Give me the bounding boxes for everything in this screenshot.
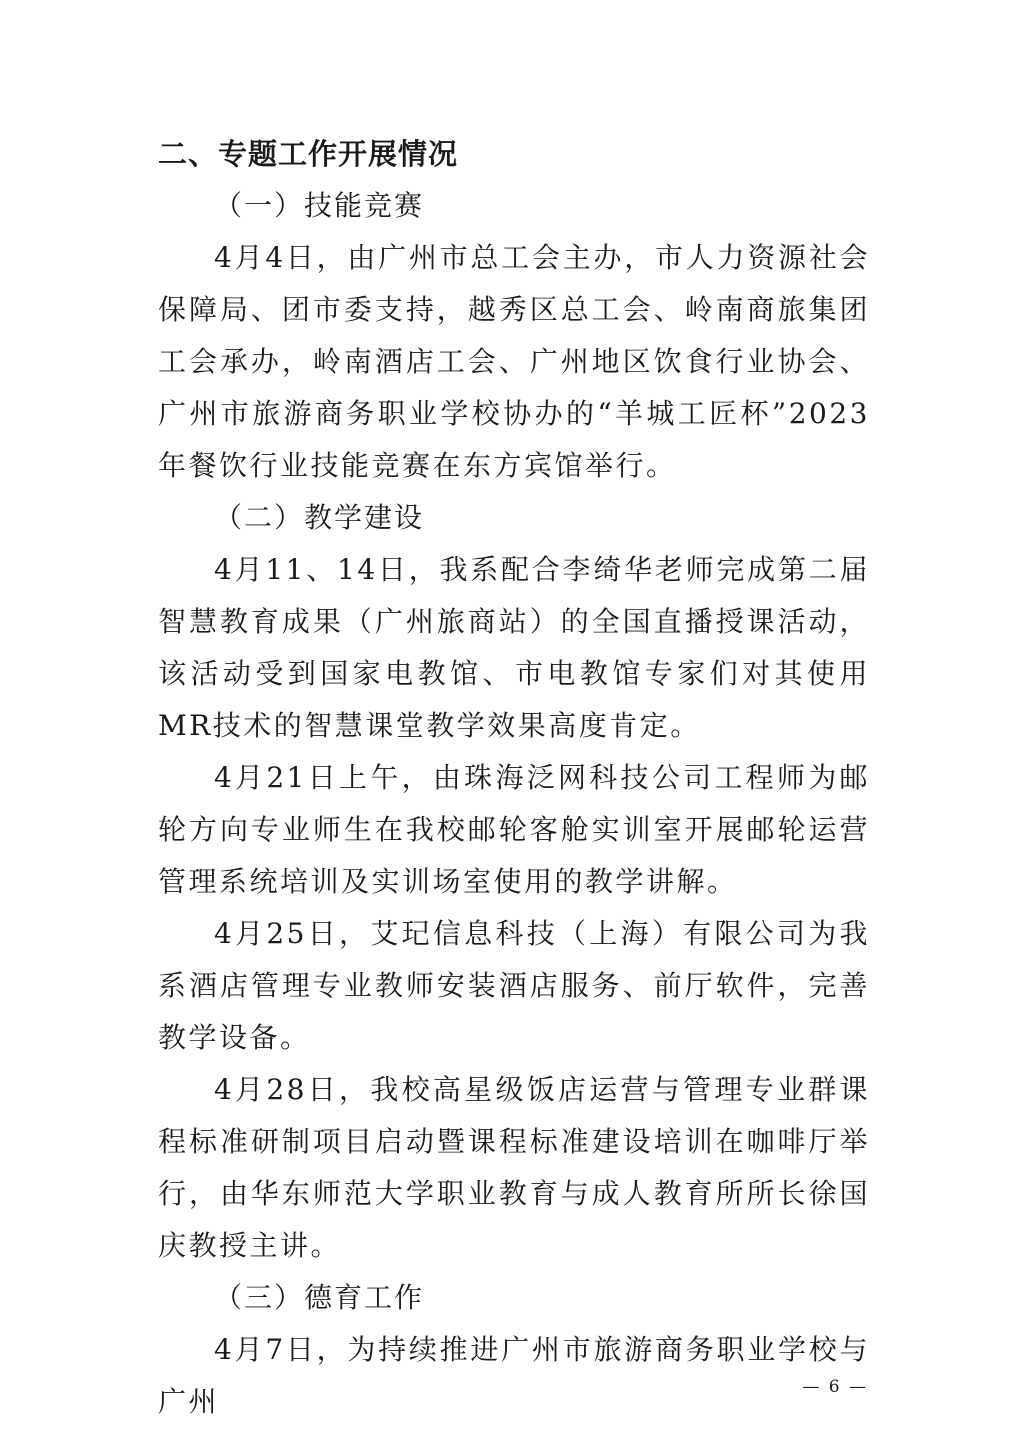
section-moral-education bbox=[158, 1272, 870, 1428]
subsection-title: （二）教学建设 bbox=[214, 501, 425, 534]
paragraph: 4月4日，由广州市总工会主办，市人力资源社会保障局、团市委支持，越秀区总工会、岭南商旅集团工会承办，岭南酒店工会、广州地区饮食行业协会、广州市旅游商务职业学校协办的“羊城工匠杯”2023年餐饮行业技能竞赛在东方宾馆举行。 bbox=[158, 241, 870, 482]
paragraph: 4月11、14日，我系配合李绮华老师完成第二届智慧教育成果（广州旅商站）的全国直播授课活动，该活动受到国家电教馆、市电教馆专家们对其使用MR技术的智慧课堂教学效果高度肯定。 bbox=[158, 553, 870, 742]
paragraph: 4月28日，我校高星级饭店运营与管理专业群课程标准研制项目启动暨课程标准建设培训在咖啡厅举行，由华东师范大学职业教育与成人教育所所长徐国庆教授主讲。 bbox=[158, 1073, 870, 1262]
subsection-title: （一）技能竞赛 bbox=[214, 189, 425, 222]
paragraph: 4月21日上午，由珠海泛网科技公司工程师为邮轮方向专业师生在我校邮轮客舱实训室开展邮轮运营管理系统培训及实训场室使用的教学讲解。 bbox=[158, 761, 870, 898]
section-heading: 二、专题工作开展情况 bbox=[158, 137, 459, 171]
section-teaching-construction bbox=[158, 492, 870, 1272]
paragraph: 4月25日，艾玘信息科技（上海）有限公司为我系酒店管理专业教师安装酒店服务、前厅软件，完善教学设备。 bbox=[158, 917, 870, 1054]
page-number: — 6 — bbox=[802, 1377, 868, 1397]
paragraph: 4月7日，为持续推进广州市旅游商务职业学校与广州 bbox=[158, 1333, 870, 1418]
page-content bbox=[158, 128, 870, 1428]
section-skills-competition bbox=[158, 180, 870, 492]
subsection-title: （三）德育工作 bbox=[214, 1281, 425, 1314]
